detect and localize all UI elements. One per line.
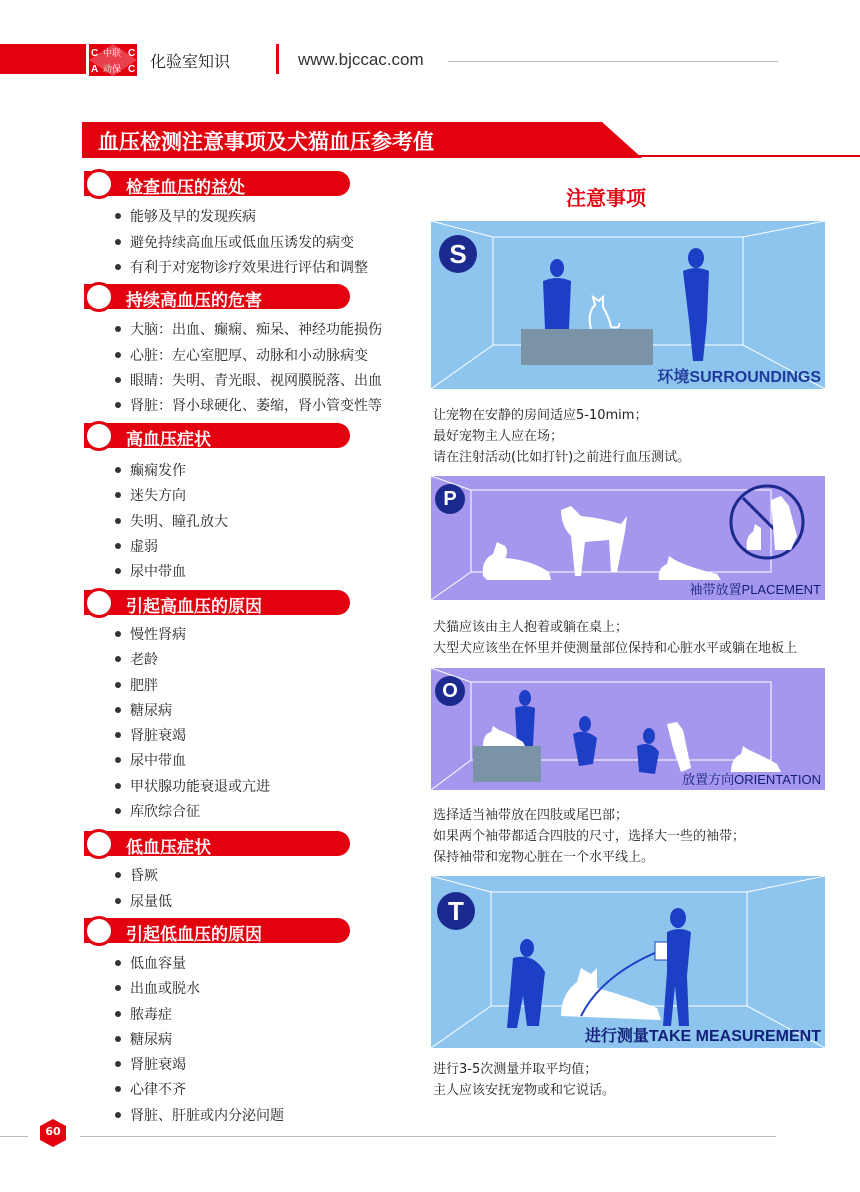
bullet-icon xyxy=(115,518,121,524)
bullet-icon xyxy=(115,631,121,637)
letter-s-badge: S xyxy=(439,235,477,273)
bullet-icon xyxy=(115,492,121,498)
list-item: 库欣综合征 xyxy=(130,804,200,820)
svg-text:A: A xyxy=(91,64,99,75)
footer-divider-left xyxy=(0,1136,28,1137)
letter-p-badge: P xyxy=(435,484,465,514)
list-item: 出血或脱水 xyxy=(130,981,200,997)
svg-text:C: C xyxy=(91,48,99,59)
panel-desc-line: 犬猫应该由主人抱着或躺在桌上； xyxy=(433,620,629,635)
panel-caption: 环境SURROUNDINGS xyxy=(657,369,821,386)
svg-text:C: C xyxy=(128,64,136,75)
bullet-icon xyxy=(115,213,121,219)
list-item: 糖尿病 xyxy=(130,703,172,719)
list-item: 眼睛：失明、青光眼、视网膜脱落、出血 xyxy=(130,373,382,389)
svg-text:中联: 中联 xyxy=(103,49,122,59)
section-title: 引起高血压的原因 xyxy=(126,597,262,617)
list-item: 低血容量 xyxy=(130,956,186,972)
panel-caption: 进行测量TAKE MEASUREMENT xyxy=(584,1028,821,1045)
bullet-icon xyxy=(115,467,121,473)
bullet-icon xyxy=(115,1061,121,1067)
panel-orientation xyxy=(431,668,825,790)
list-item: 甲状腺功能衰退或亢进 xyxy=(130,779,270,795)
list-item: 癫痫发作 xyxy=(130,463,186,479)
panel-caption: 放置方向ORIENTATION xyxy=(682,772,821,787)
header-url[interactable]: www.bjccac.com xyxy=(298,50,424,69)
list-item: 肥胖 xyxy=(130,678,158,694)
panel-desc-line: 主人应该安抚宠物或和它说话。 xyxy=(433,1083,616,1098)
page-number: 60 xyxy=(45,1125,61,1138)
list-item: 失明、瞳孔放大 xyxy=(130,514,228,530)
bullet-icon xyxy=(115,377,121,383)
list-item: 昏厥 xyxy=(130,868,158,884)
section-title: 高血压症状 xyxy=(126,430,211,450)
panel-surroundings xyxy=(431,221,825,389)
bullet-icon xyxy=(115,707,121,713)
section-title: 低血压症状 xyxy=(126,838,211,858)
section-circle-icon xyxy=(84,829,114,859)
list-item: 迷失方向 xyxy=(130,488,186,504)
section-circle-icon xyxy=(84,282,114,312)
list-item: 虚弱 xyxy=(130,539,158,555)
panel-take-measurement xyxy=(431,876,825,1048)
panel-desc-line: 如果两个袖带都适合四肢的尺寸，选择大一些的袖带； xyxy=(433,829,746,844)
bullet-icon xyxy=(115,960,121,966)
panel-desc-line: 最好宠物主人应在场； xyxy=(433,429,564,444)
header-accent-bar xyxy=(0,44,95,74)
list-item: 肾脏：肾小球硬化、萎缩，肾小管变性等 xyxy=(130,398,382,414)
list-item: 心脏：左心室肥厚、动脉和小动脉病变 xyxy=(130,348,368,364)
list-item: 肾脏衰竭 xyxy=(130,1057,186,1073)
bullet-icon xyxy=(115,543,121,549)
list-item: 有利于对宠物诊疗效果进行评估和调整 xyxy=(130,260,368,276)
bullet-icon xyxy=(115,757,121,763)
list-item: 尿中带血 xyxy=(130,564,186,580)
bullet-icon xyxy=(115,326,121,332)
list-item: 慢性肾病 xyxy=(130,627,186,643)
panel-desc-line: 进行3-5次测量并取平均值； xyxy=(433,1062,598,1077)
section-header-bar xyxy=(84,423,350,448)
header-title: 化验室知识 xyxy=(150,52,231,71)
panel-desc-line: 大型犬应该坐在怀里并使测量部位保持和心脏水平或躺在地板上 xyxy=(433,641,798,656)
section-circle-icon xyxy=(84,916,114,946)
bullet-icon xyxy=(115,808,121,814)
svg-text:C: C xyxy=(128,48,136,59)
bullet-icon xyxy=(115,264,121,270)
bullet-icon xyxy=(115,239,121,245)
list-item: 糖尿病 xyxy=(130,1032,172,1048)
panel-desc-line: 请在注射活动(比如打针)之前进行血压测试。 xyxy=(433,450,691,465)
list-item: 心律不齐 xyxy=(130,1082,186,1098)
bullet-icon xyxy=(115,402,121,408)
bullet-icon xyxy=(115,985,121,991)
bullet-icon xyxy=(115,898,121,904)
list-item: 大脑：出血、癫痫、痴呆、神经功能损伤 xyxy=(130,322,382,338)
bullet-icon xyxy=(115,656,121,662)
panel-desc-line: 保持袖带和宠物心脏在一个水平线上。 xyxy=(433,850,655,865)
notes-title: 注意事项 xyxy=(566,186,646,210)
bullet-icon xyxy=(115,1086,121,1092)
bullet-icon xyxy=(115,1011,121,1017)
list-item: 尿量低 xyxy=(130,894,172,910)
bullet-icon xyxy=(115,1036,121,1042)
bullet-icon xyxy=(115,783,121,789)
panel-placement xyxy=(431,476,825,600)
section-title: 引起低血压的原因 xyxy=(126,925,262,945)
bullet-icon xyxy=(115,732,121,738)
svg-text:动保: 动保 xyxy=(103,65,122,75)
panel-desc-line: 让宠物在安静的房间适应5-10mim； xyxy=(433,408,648,423)
page-title: 血压检测注意事项及犬猫血压参考值 xyxy=(98,130,434,154)
bullet-icon xyxy=(115,682,121,688)
section-title: 检查血压的益处 xyxy=(126,178,245,198)
list-item: 脓毒症 xyxy=(130,1007,172,1023)
list-item: 避免持续高血压或低血压诱发的病变 xyxy=(130,235,354,251)
letter-o-badge: O xyxy=(435,676,465,706)
list-item: 肾脏、肝脏或内分泌问题 xyxy=(130,1108,284,1124)
list-item: 老龄 xyxy=(130,652,158,668)
bullet-icon xyxy=(115,352,121,358)
section-circle-icon xyxy=(84,421,114,451)
bullet-icon xyxy=(115,872,121,878)
panel-desc-line: 选择适当袖带放在四肢或尾巴部； xyxy=(433,808,629,823)
header-separator xyxy=(276,44,279,74)
header-divider xyxy=(448,61,778,62)
section-circle-icon xyxy=(84,169,114,199)
list-item: 尿中带血 xyxy=(130,753,186,769)
section-header-bar xyxy=(84,831,350,856)
bullet-icon xyxy=(115,568,121,574)
bullet-icon xyxy=(115,1112,121,1118)
title-underline xyxy=(636,155,860,157)
section-title: 持续高血压的危害 xyxy=(126,291,262,311)
section-circle-icon xyxy=(84,588,114,618)
panel-caption: 袖带放置PLACEMENT xyxy=(689,582,821,597)
list-item: 能够及早的发现疾病 xyxy=(130,209,256,225)
letter-t-badge: T xyxy=(437,892,475,930)
footer-divider xyxy=(80,1136,776,1137)
ccac-logo xyxy=(86,41,140,79)
list-item: 肾脏衰竭 xyxy=(130,728,186,744)
